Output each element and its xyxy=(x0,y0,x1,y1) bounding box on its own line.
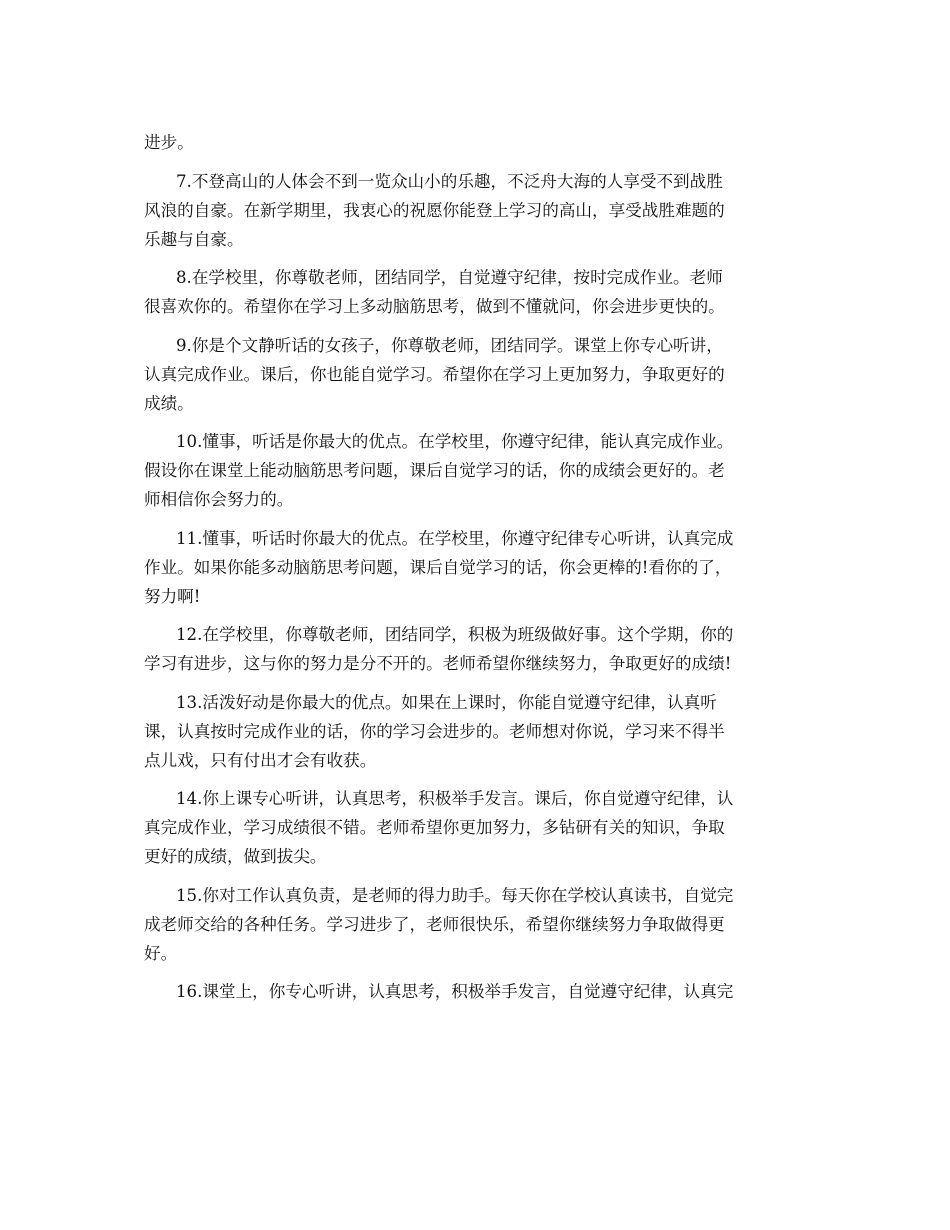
document-page xyxy=(144,128,808,1006)
text-line: 8.在学校里，你尊敬老师，团结同学，自觉遵守纪律，按时完成作业。老师 xyxy=(176,268,723,287)
paragraph-gap xyxy=(144,157,808,167)
paragraph-gap xyxy=(144,254,808,264)
text-line: 成老师交给的各种任务。学习进步了，老师很快乐，希望你继续努力争取做得更 xyxy=(144,914,725,934)
text-line: 12.在学校里，你尊敬老师，团结同学，积极为班级做好事。这个学期，你的 xyxy=(176,625,734,644)
text-line: 进步。 xyxy=(144,133,194,152)
paragraph-gap xyxy=(144,418,808,428)
text-line: 7.不登高山的人体会不到一览众山小的乐趣，不泛舟大海的人享受不到战胜 xyxy=(176,171,723,191)
paragraph-gap xyxy=(144,321,808,331)
text-line: 课，认真按时完成作业的话，你的学习会进步的。老师想对你说，学习来不得半 xyxy=(144,721,725,741)
text-line: 假设你在课堂上能动脑筋思考问题，课后自觉学习的话，你的成绩会更好的。老 xyxy=(144,461,725,480)
paragraph-gap xyxy=(144,514,808,524)
text-line: 成绩。 xyxy=(144,393,194,413)
paragraph-gap xyxy=(144,968,808,978)
text-line: 15.你对工作认真负责，是老师的得力助手。每天你在学校认真读书，自觉完 xyxy=(176,885,734,905)
text-line: 乐趣与自豪。 xyxy=(144,229,244,249)
paragraph-gap xyxy=(144,611,808,621)
paragraph-gap xyxy=(144,678,808,688)
text-line: 作业。如果你能多动脑筋思考问题，课后自觉学习的话，你会更棒的!看你的了， xyxy=(144,557,732,577)
text-line: 好。 xyxy=(144,943,178,963)
text-line: 10.懂事，听话是你最大的优点。在学校里，你遵守纪律，能认真完成作业。 xyxy=(176,432,734,451)
text-line: 学习有进步，这与你的努力是分不开的。老师希望你继续努力，争取更好的成绩! xyxy=(144,654,732,673)
text-line: 认真完成作业。课后，你也能自觉学习。希望你在学习上更加努力，争取更好的 xyxy=(144,364,725,384)
paragraph-gap xyxy=(144,775,808,785)
text-line: 9.你是个文静听话的女孩子，你尊敬老师，团结同学。课堂上你专心听讲， xyxy=(176,335,723,355)
text-line: 师相信你会努力的。 xyxy=(144,490,294,509)
text-line: 11.懂事，听话时你最大的优点。在学校里，你遵守纪律专心听讲，认真完成 xyxy=(176,528,734,548)
text-line: 16.课堂上，你专心听讲，认真思考，积极举手发言，自觉遵守纪律，认真完 xyxy=(176,982,734,1001)
text-line: 更好的成绩，做到拔尖。 xyxy=(144,847,327,866)
text-line: 点儿戏，只有付出才会有收获。 xyxy=(144,750,377,770)
text-line: 14.你上课专心听讲，认真思考，积极举手发言。课后，你自觉遵守纪律，认 xyxy=(176,789,734,808)
text-line: 努力啊! xyxy=(144,586,201,606)
text-line: 13.活泼好动是你最大的优点。如果在上课时，你能自觉遵守纪律，认真听 xyxy=(176,692,717,712)
paragraph-gap xyxy=(144,871,808,881)
text-line: 很喜欢你的。希望你在学习上多动脑筋思考，做到不懂就问，你会进步更快的。 xyxy=(144,297,725,316)
text-line: 真完成作业，学习成绩很不错。老师希望你更加努力，多钻研有关的知识，争取 xyxy=(144,818,725,837)
text-line: 风浪的自豪。在新学期里，我衷心的祝愿你能登上学习的高山，享受战胜难题的 xyxy=(144,200,725,220)
